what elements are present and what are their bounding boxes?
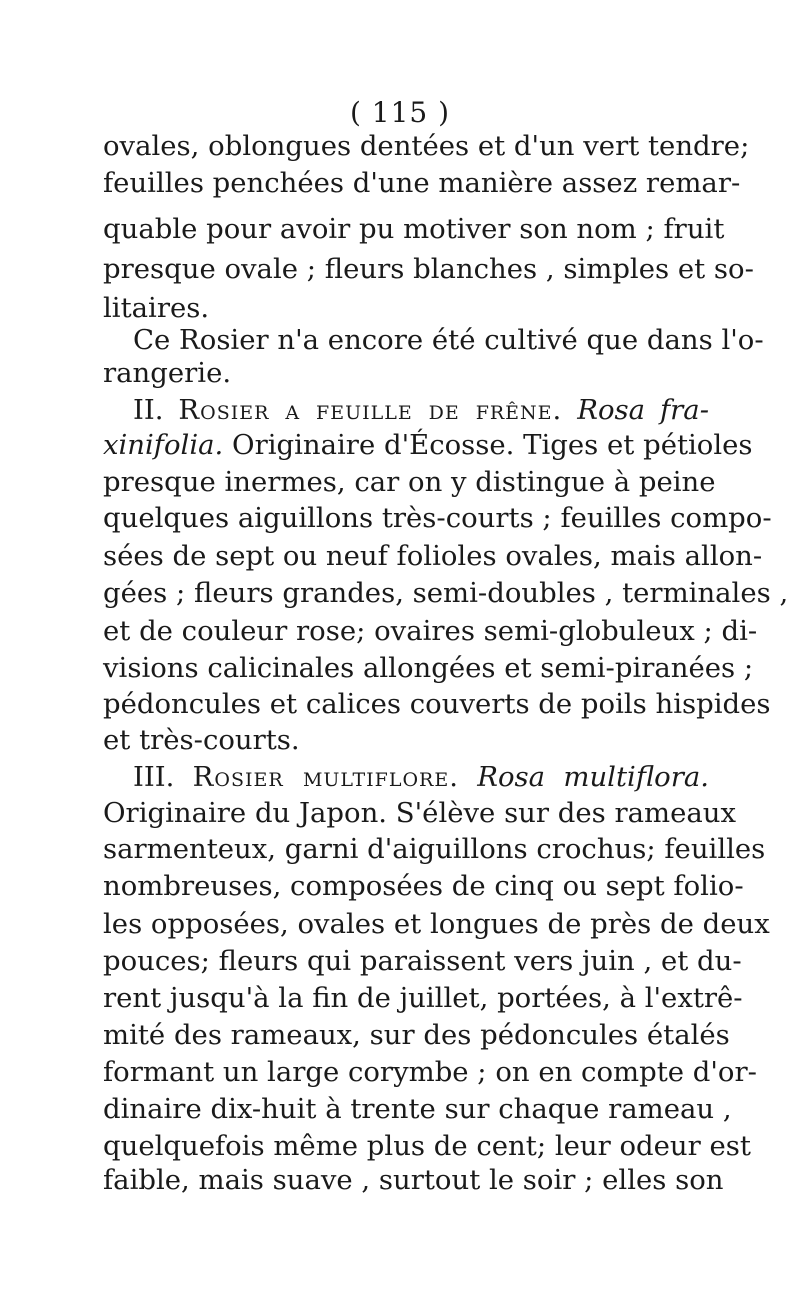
text-line: Originaire du Japon. S'élève sur des rameaux bbox=[103, 797, 737, 829]
text-line: pouces; fleurs qui paraissent vers juin , et du- bbox=[103, 945, 742, 977]
text-line: pédoncules et calices couverts de poils hispides bbox=[103, 688, 771, 720]
species-name-smallcaps: Rosier multiflore. bbox=[192, 761, 459, 793]
text-line: mité des rameaux, sur des pédoncules étalés bbox=[103, 1019, 730, 1051]
latin-name-italic: Rosa fra- bbox=[577, 394, 709, 426]
text-line: rangerie. bbox=[103, 357, 232, 389]
text-span: Originaire d'Écosse. Tiges et pétioles bbox=[223, 429, 753, 461]
text-line: nombreuses, composées de cinq ou sept folio- bbox=[103, 870, 744, 902]
species-name-smallcaps: Rosier a feuille de frêne. bbox=[178, 394, 563, 426]
text-line: quelques aiguillons très-courts ; feuilles compo- bbox=[103, 502, 772, 534]
text-line: et très-courts. bbox=[103, 724, 300, 756]
text-line: presque ovale ; fleurs blanches , simples et so- bbox=[103, 253, 754, 285]
text-span bbox=[562, 394, 577, 426]
text-line: litaires. bbox=[103, 292, 210, 324]
text-line bbox=[103, 425, 753, 465]
text-line: quable pour avoir pu motiver son nom ; fruit bbox=[103, 213, 725, 245]
text-line: faible, mais suave , surtout le soir ; elles son bbox=[103, 1164, 724, 1196]
text-line: et de couleur rose; ovaires semi-globuleux ; di- bbox=[103, 615, 758, 647]
text-line: feuilles penchées d'une manière assez remar- bbox=[103, 167, 741, 199]
latin-name-italic: Rosa multiflora. bbox=[477, 761, 709, 793]
text-line: quelquefois même plus de cent; leur odeur est bbox=[103, 1130, 751, 1162]
text-span: II. bbox=[133, 394, 179, 426]
text-line: Ce Rosier n'a encore été cultivé que dans l'o- bbox=[133, 324, 764, 356]
text-line bbox=[133, 757, 709, 797]
text-line: formant un large corymbe ; on en compte d'or- bbox=[103, 1056, 757, 1088]
latin-name-italic: xinifolia. bbox=[103, 429, 224, 461]
text-line: presque inermes, car on y distingue à peine bbox=[103, 466, 716, 498]
text-span bbox=[459, 761, 477, 793]
text-line: ovales, oblongues dentées et d'un vert tendre; bbox=[103, 130, 750, 162]
text-span: III. bbox=[133, 761, 193, 793]
page-number: ( 115 ) bbox=[349, 96, 451, 129]
text-line: visions calicinales allongées et semi-piranées ; bbox=[103, 652, 754, 684]
text-line: gées ; fleurs grandes, semi-doubles , terminales , bbox=[103, 577, 789, 609]
text-line: sées de sept ou neuf folioles ovales, mais allon- bbox=[103, 540, 763, 572]
text-line: dinaire dix-huit à trente sur chaque rameau , bbox=[103, 1093, 732, 1125]
text-line: les opposées, ovales et longues de près de deux bbox=[103, 908, 770, 940]
text-line: rent jusqu'à la fin de juillet, portées, à l'extrê- bbox=[103, 982, 743, 1014]
text-line bbox=[133, 390, 709, 430]
text-line: sarmenteux, garni d'aiguillons crochus; feuilles bbox=[103, 833, 766, 865]
